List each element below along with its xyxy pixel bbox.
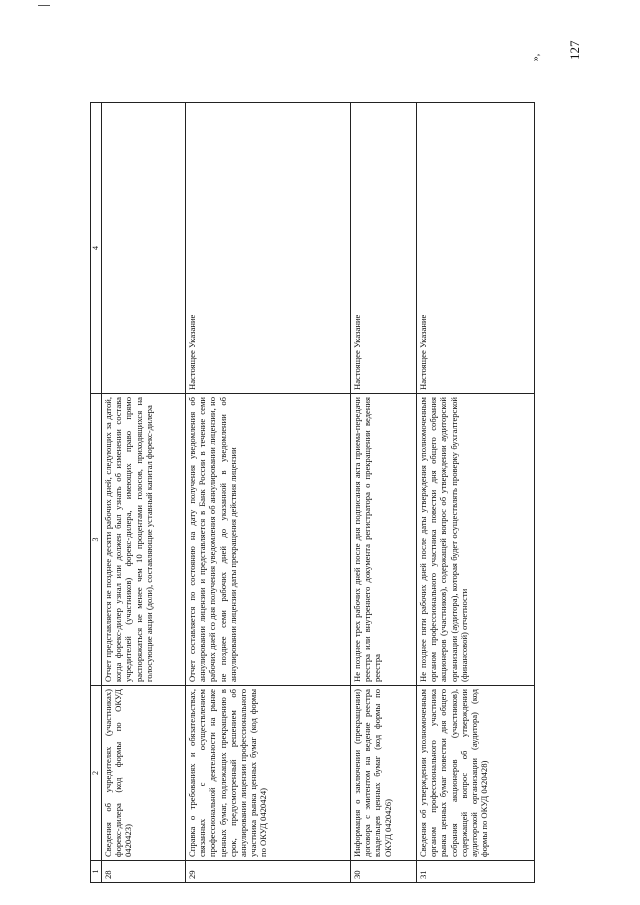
form-name: Информация о заключении (прекращении) договора с эмитентом на ведение реестра владельцев ценных бумаг (код формы по ОКУД 0420426) — [351, 686, 417, 861]
form-name: Сведения об утверждении уполномоченным органом профессионального участника рынка ценных бумаг повестки дня общего собрания акционеров (участников), содержащей вопрос об утверждении аудиторской организации (аудитора) (код формы по ОКУД 0420428) — [417, 686, 535, 861]
row-number: 31 — [417, 861, 535, 883]
legal-basis — [102, 103, 186, 394]
submission-deadline: Отчет представляется не позднее десяти рабочих дней, следующих за датой, когда форекс-дилер узнал или должен был узнать об изменении состава учредителей (участников) форекс-дилера, имеющих право прямо распоряжаться не менее чем 10 процентами голосов, приходящихся на голосующие акции (доли), составляющие уставный капитал форекс-дилера — [102, 394, 186, 686]
table-header-row — [91, 103, 102, 883]
submission-deadline: Не позднее трех рабочих дней после дня подписания акта приема-передачи реестра или внутреннего документа регистратора о прекращении ведения реестра — [351, 394, 417, 686]
header-col-3: 3 — [91, 394, 102, 686]
form-name: Справка о требованиях и обязательствах, связанных с осуществлением профессиональной деятельности на рынке ценных бумаг, подлежащих прекращению в срок, предусмотренный решением об аннулировании лицензии профессионального участника рынка ценных бумаг (код формы по ОКУД 0420424) — [186, 686, 351, 861]
form-name: Сведения об учредителях (участниках) форекс-дилера (код формы по ОКУД 0420423) — [102, 686, 186, 861]
legal-basis: Настоящее Указание — [351, 103, 417, 394]
legal-basis: Настоящее Указание — [186, 103, 351, 394]
table-row — [186, 103, 351, 883]
submission-deadline: Не позднее пяти рабочих дней после даты утверждения уполномоченным органом профессионального участника повестки дня общего собрания акционеров (участников), содержащей вопрос об утверждении аудиторской организации (аудитора), которая будет осуществлять проверку бухгалтерской (финансовой) отчетности — [417, 394, 535, 686]
scan-mark — [38, 5, 50, 6]
row-number: 29 — [186, 861, 351, 883]
table-row — [102, 103, 186, 883]
row-number: 28 — [102, 861, 186, 883]
header-col-4: 4 — [91, 103, 102, 394]
forms-table — [90, 102, 535, 883]
row-number: 30 — [351, 861, 417, 883]
table-row — [351, 103, 417, 883]
margin-mark: », — [530, 53, 542, 62]
rotated-table-container — [90, 103, 535, 883]
submission-deadline: Отчет составляется по состоянию на дату получения уведомления об аннулировании лицензии и представляется в Банк России в течение семи рабочих дней со дня получения уведомления об аннулировании лицензии, но не позднее семи рабочих дней до указанной в уведомлении об аннулировании лицензии даты прекращения действия лицензии — [186, 394, 351, 686]
header-col-1: 1 — [91, 861, 102, 883]
table-row — [417, 103, 535, 883]
legal-basis: Настоящее Указание — [417, 103, 535, 394]
header-col-2: 2 — [91, 686, 102, 861]
page-number: 127 — [567, 40, 582, 60]
